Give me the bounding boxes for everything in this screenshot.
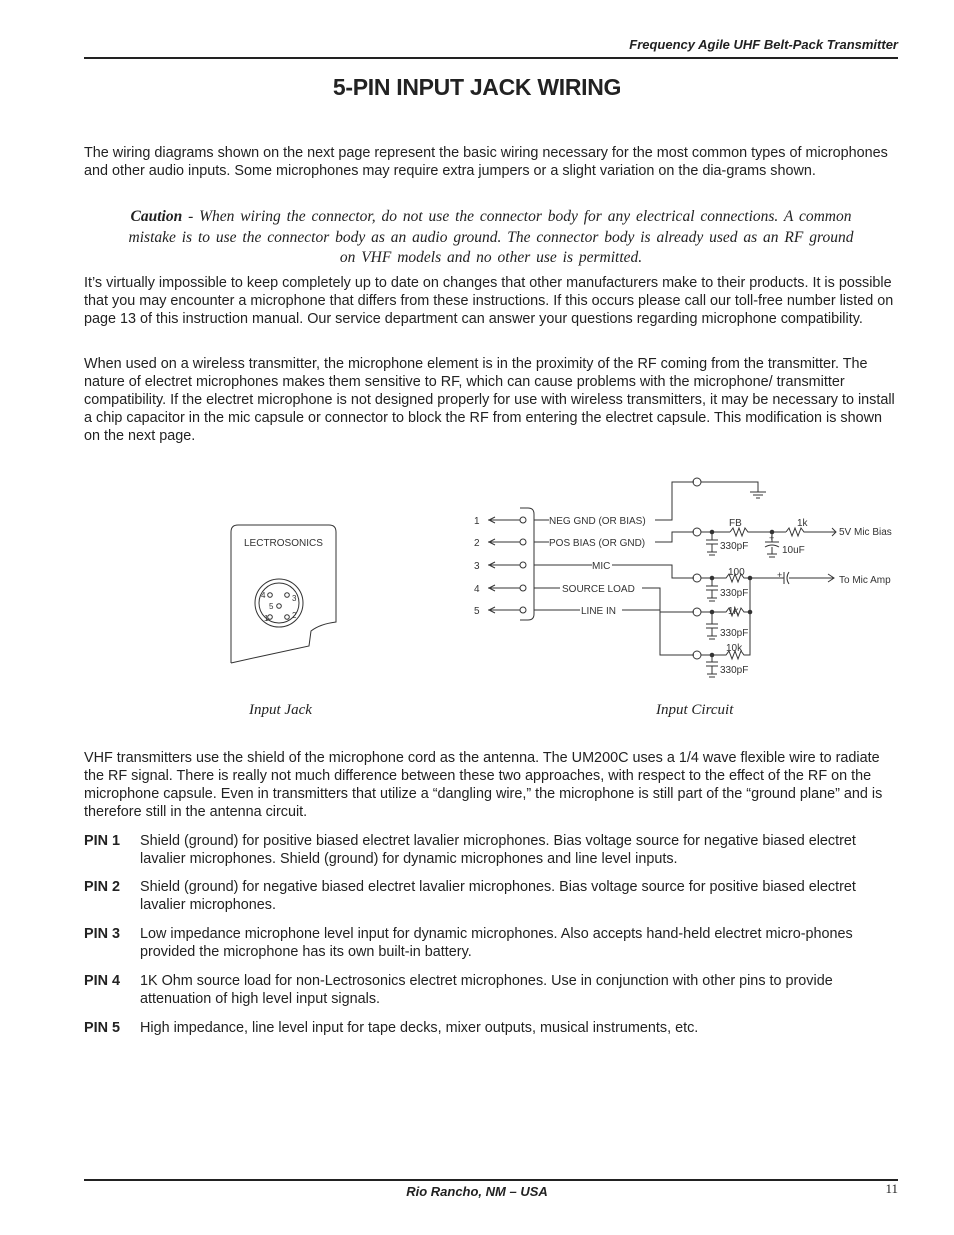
pin-label-4: SOURCE LOAD [562,584,635,595]
footer-rule [84,1179,898,1181]
pin-label-2: POS BIAS (OR GND) [549,538,646,549]
jack-pin-4: 4 [261,591,266,600]
jack-pin-2: 2 [292,611,297,620]
amp-out-label: To Mic Amp [839,575,891,586]
rf-paragraph: When used on a wireless transmitter, the microphone element is in the proximity of the RF coming from the transmitter. The nature of electret microphones makes them sensitive to RF, which can cause problems with the microphone/ transmitter compatibility. If the electret microphone is not designed properly for use with wireless transmitters, it may be necessary to install a chip capacitor in the mic capsule or connector to block the RF from entering the electret capsule. This modification is shown on the next page. [84,356,895,444]
pin-number-2: 2 [474,538,480,549]
pin-description-2 [84,878,900,914]
pin-number-5: 5 [474,606,480,617]
pin-number-4: 4 [474,584,480,595]
pin-label: PIN 2 [84,879,120,895]
bias-out-label: 5V Mic Bias [839,527,892,538]
pin-label: PIN 1 [84,833,120,849]
jack-pin-1: 1 [264,614,269,623]
pin-number-1: 1 [474,516,480,527]
r1k-top-label: 1k [797,518,808,529]
cap-plus-1: + [769,533,775,543]
caution-text: - When wiring the connector, do not use the connector body for any electrical connections. A common mistake is to use the connector body as an audio ground. The connector body is already used as an RF ground on VHF models and no other use is permitted. [128,208,854,266]
input-jack-drawing [231,525,336,663]
cap-10uf-label: 10uF [782,545,805,556]
compatibility-paragraph: It’s virtually impossible to keep completely up to date on changes that other manufacturers make to their products. It is possible that you may encounter a microphone that differs from these instructions. If this occurs please call our toll-free number listed on page 13 of this instruction manual. Our service department can answer your questions regarding microphone compatibility. [84,275,894,327]
running-header: Frequency Agile UHF Belt-Pack Transmitter [629,37,898,52]
jack-brand-label: LECTROSONICS [244,538,323,549]
pin-label-3: MIC [592,561,611,572]
pin-description-1 [84,832,900,868]
pin-description-4 [84,972,900,1008]
jack-pin-3: 3 [292,594,297,603]
pin-label-1: NEG GND (OR BIAS) [549,516,646,527]
cap-330-label-3: 330pF [720,628,749,639]
page-number: 11 [885,1181,898,1196]
vhf-paragraph: VHF transmitters use the shield of the microphone cord as the antenna. The UM200C uses a 1/4 wave flexible wire to radiate the RF signal. There is really not much difference between these two approaches, with respect to the effect of the RF on the microphone capsule. Even in transmitters that utilize a “dangling wire,” the microphone is still part of the “ground plane” and is therefore still in the antenna circuit. [84,750,883,820]
pin-label: PIN 4 [84,973,120,989]
page-title: 5-PIN INPUT JACK WIRING [332,74,622,100]
pin-number-3: 3 [474,561,480,572]
r10k-label: 10k [726,643,743,654]
caption-input-jack: Input Jack [249,702,312,718]
intro-paragraph: The wiring diagrams shown on the next page represent the basic wiring necessary for the most common types of microphones and other audio inputs. Some microphones may require extra jumpers or a slight variation on the dia-grams shown. [84,145,888,179]
cap-330-label-4: 330pF [720,665,749,676]
cap-330-label-1: 330pF [720,541,749,552]
pin-description-3 [84,925,900,961]
pin-text: Shield (ground) for positive biased electret lavalier microphones. Bias voltage source for negative biased electret lavalier microphones. Shield (ground) for dynamic microphones and line level inputs. [140,833,856,867]
r1k-label: 1k [728,606,739,617]
caution-label: Caution [130,208,183,225]
pin-text: High impedance, line level input for tape decks, mixer outputs, musical instruments, etc. [140,1020,699,1036]
cap-plus-2: + [777,570,783,580]
input-circuit-drawing [474,478,892,677]
cap-330-label-2: 330pF [720,588,749,599]
pin-label-5: LINE IN [581,606,617,617]
pin-label: PIN 3 [84,926,120,942]
pin-label: PIN 5 [84,1020,120,1036]
pin-text: Shield (ground) for negative biased electret lavalier microphones. Bias voltage source for positive biased electret lavalier microphones. [140,879,856,913]
pin-text: Low impedance microphone level input for dynamic microphones. Also accepts hand-held electret micro-phones provided the microphone has its own built-in battery. [140,926,853,960]
pin-text: 1K Ohm source load for non-Lectrosonics electret microphones. Use in conjunction with other pins to provide attenuation of high level input signals. [140,973,833,1007]
jack-pin-5: 5 [269,602,274,611]
caption-input-circuit: Input Circuit [656,702,734,718]
pin-description-5 [84,1019,900,1037]
r100-label: 100 [728,567,745,578]
footer-location: Rio Rancho, NM – USA [406,1184,548,1199]
fb-label: FB [729,518,742,529]
